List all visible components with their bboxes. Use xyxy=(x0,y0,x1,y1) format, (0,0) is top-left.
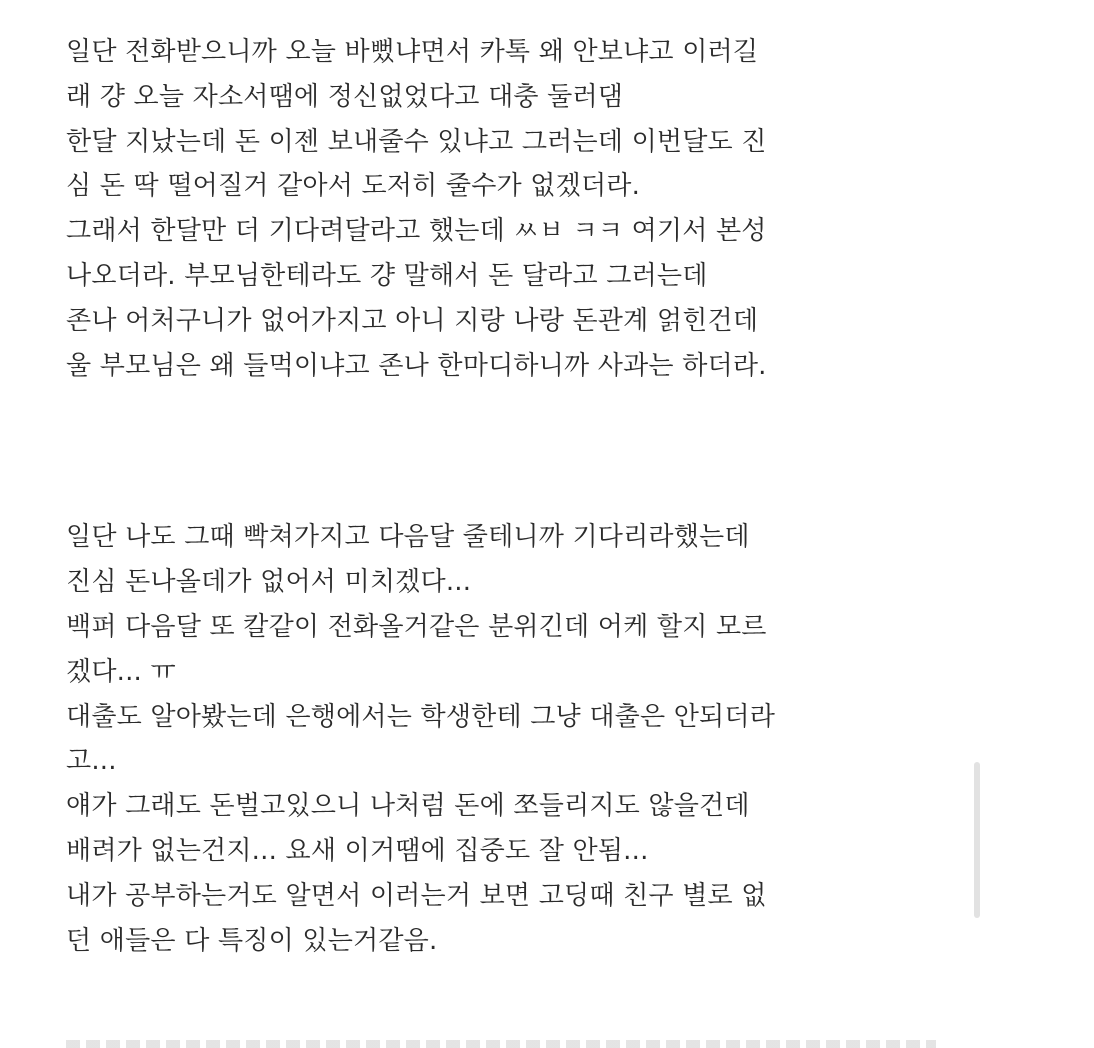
paragraph-1 xyxy=(66,30,966,388)
text-line: 나오더라. 부모님한테라도 걍 말해서 돈 달라고 그러는데 xyxy=(66,260,708,291)
text-line: 그래서 한달만 더 기다려달라고 했는데 ㅆㅂ ㅋㅋ 여기서 본성 xyxy=(66,216,767,247)
text-line: 일단 전화받으니까 오늘 바뻤냐면서 카톡 왜 안보냐고 이러길 xyxy=(66,37,759,67)
text-line: 배려가 없는건지... 요새 이거땜에 집중도 잘 안됨... xyxy=(66,835,649,866)
text-line: 한달 지났는데 돈 이젠 보내줄수 있냐고 그러는데 이번달도 진 xyxy=(66,126,767,157)
text-line: 심 돈 딱 떨어질거 같아서 도저히 줄수가 없겠더라. xyxy=(66,171,641,202)
text-line: 진심 돈나올데가 없어서 미치겠다... xyxy=(66,567,472,598)
paragraph-2 xyxy=(66,515,966,963)
text-line: 일단 나도 그때 빡쳐가지고 다음달 줄테니까 기다리라했는데 xyxy=(66,522,750,553)
text-line: 겠다... ㅠ xyxy=(66,656,176,687)
text-line: 얘가 그래도 돈벌고있으니 나처럼 돈에 쪼들리지도 않을건데 xyxy=(66,791,750,822)
text-line: 래 걍 오늘 자소서땜에 정신없었다고 대충 둘러댐 xyxy=(66,81,624,112)
text-line: 내가 공부하는거도 알면서 이러는거 보면 고딩때 친구 별로 없 xyxy=(66,880,767,911)
text-line: 대출도 알아봤는데 은행에서는 학생한테 그냥 대출은 안되더라 xyxy=(66,701,776,732)
post-body xyxy=(66,30,966,963)
text-line: 울 부모님은 왜 들먹이냐고 존나 한마디하니까 사과는 하더라. xyxy=(66,350,767,381)
scrollbar-thumb[interactable] xyxy=(974,762,980,918)
text-line: 던 애들은 다 특징이 있는거같음. xyxy=(66,925,438,956)
text-line: 고... xyxy=(66,746,117,777)
text-line: 백퍼 다음달 또 칼같이 전화올거같은 분위긴데 어케 할지 모르 xyxy=(66,611,767,642)
cut-off-text-line xyxy=(66,1040,936,1048)
text-line: 존나 어처구니가 없어가지고 아니 지랑 나랑 돈관계 얽힌건데 xyxy=(66,305,759,336)
paragraph-spacer xyxy=(66,388,966,515)
